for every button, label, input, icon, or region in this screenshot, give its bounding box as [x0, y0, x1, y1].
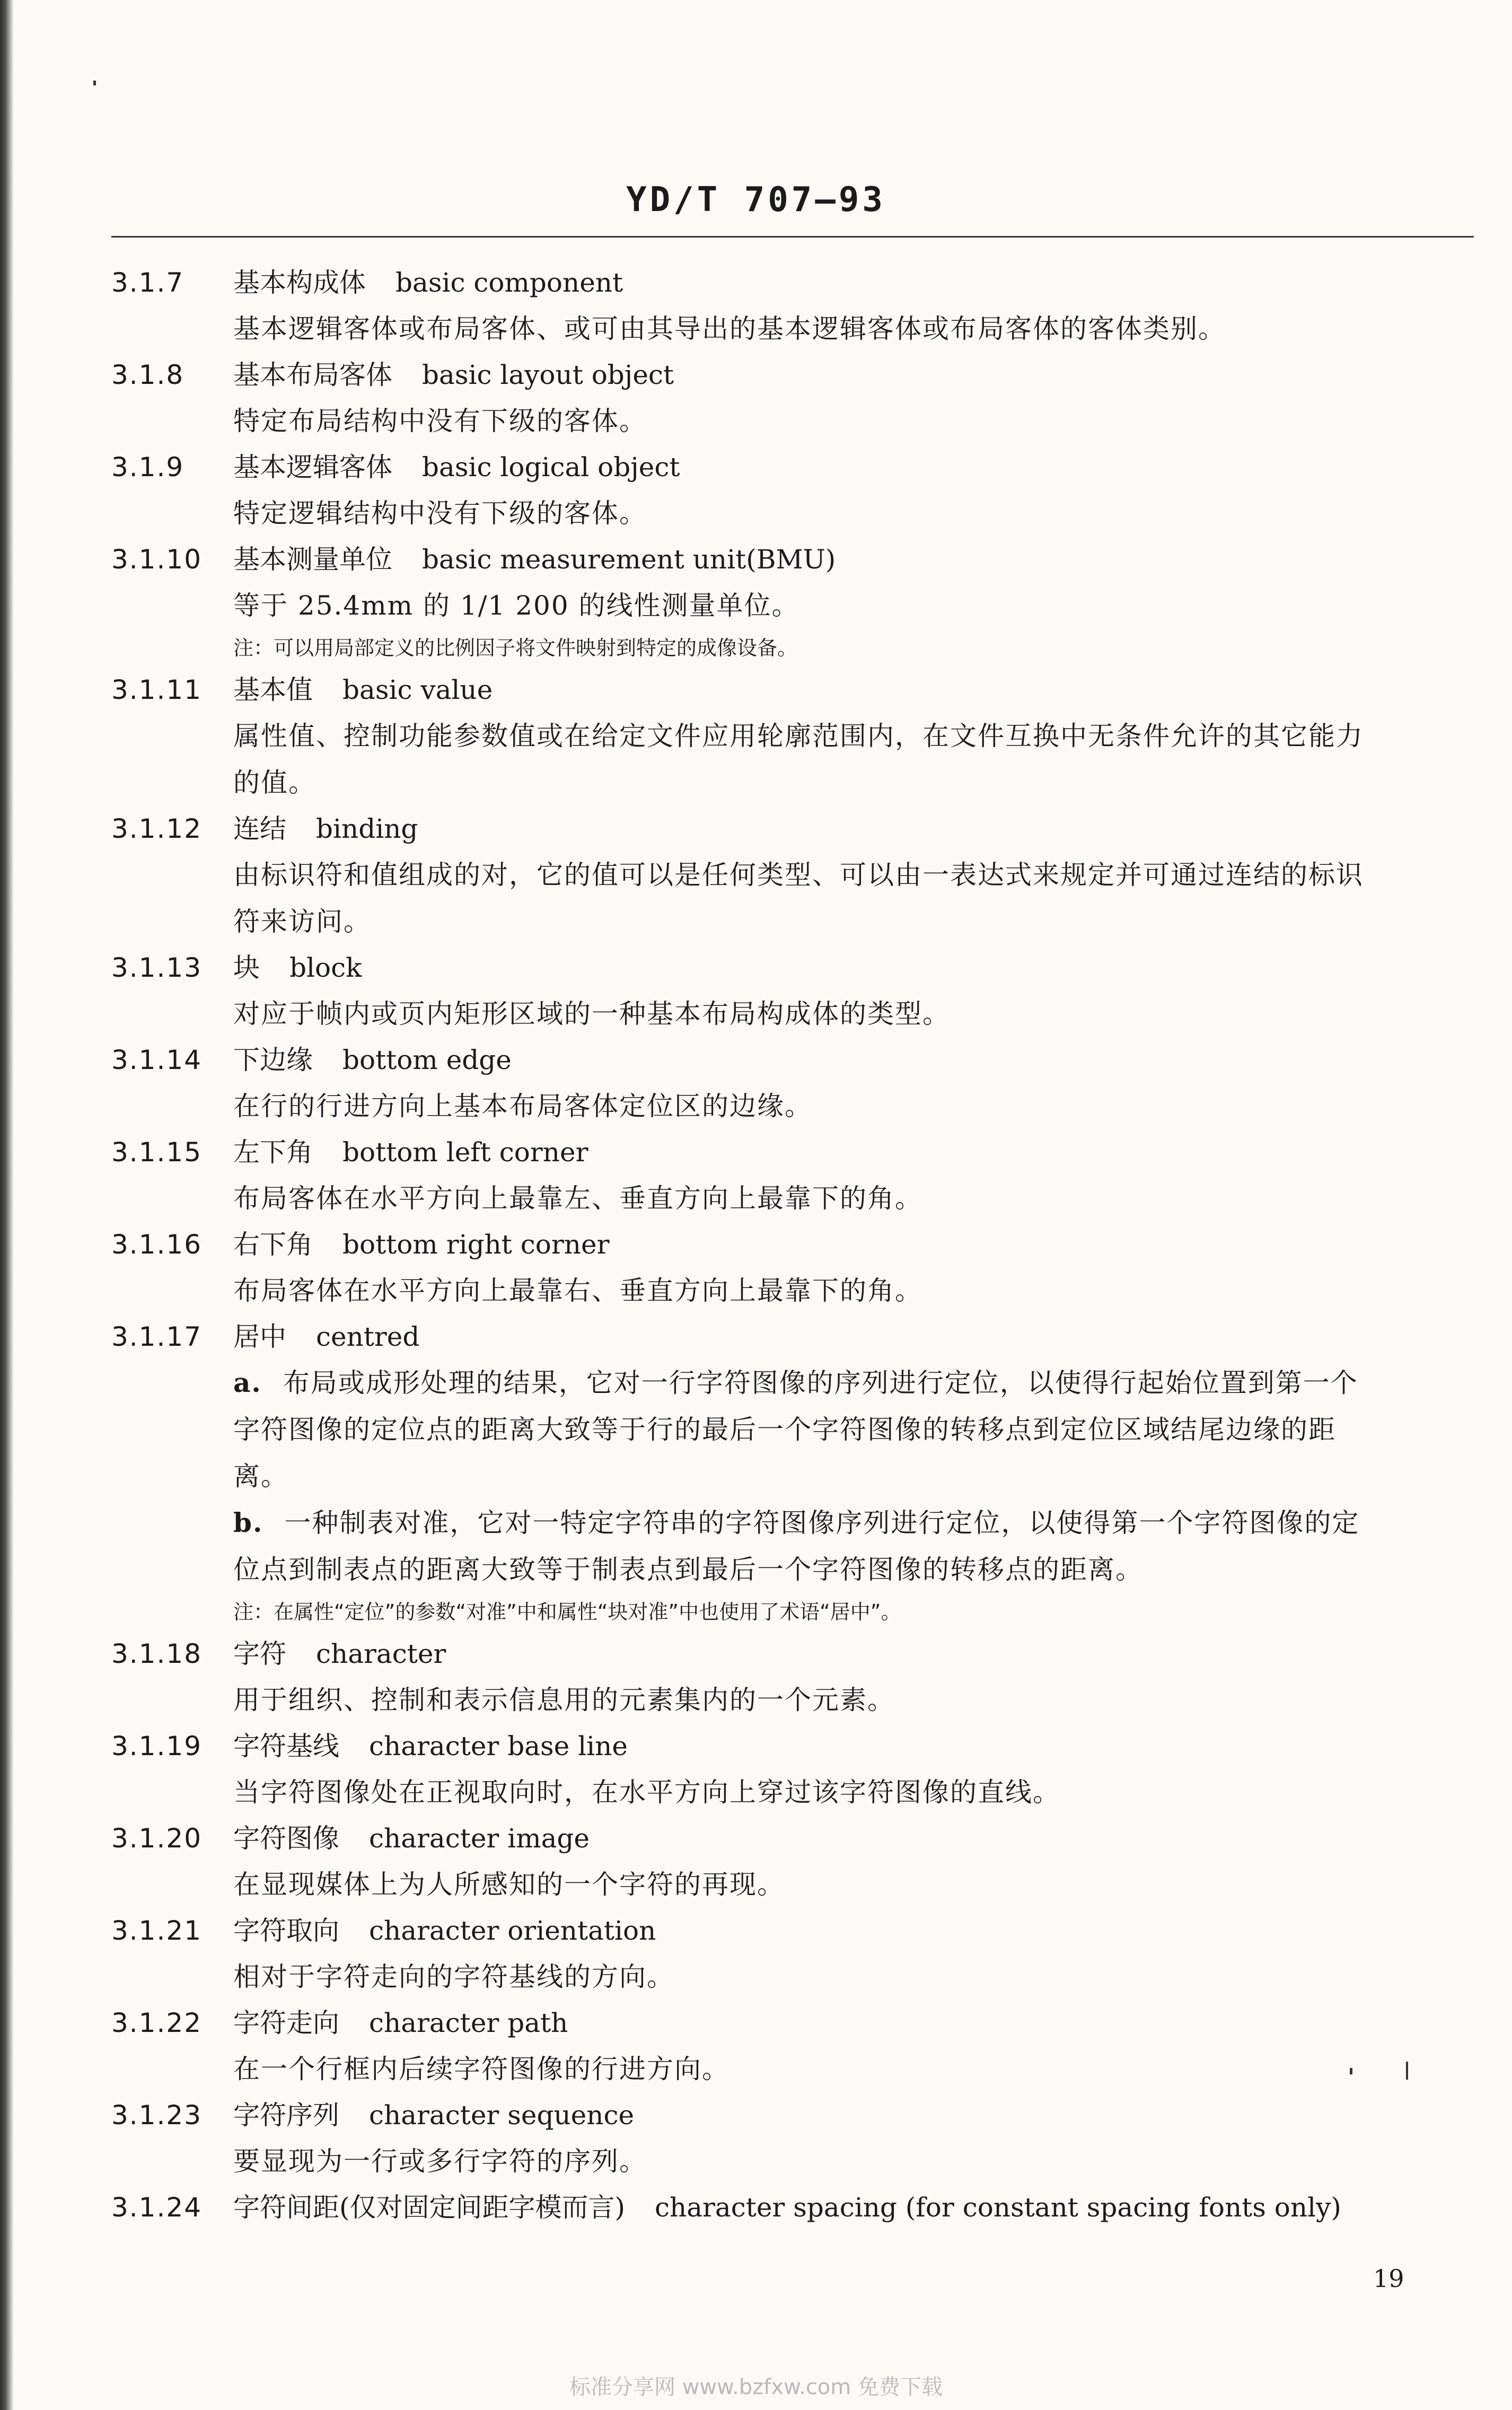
term-number: 3.1.18 — [111, 1638, 203, 1669]
term-line — [111, 1129, 1474, 1175]
term-line — [111, 1631, 1474, 1677]
term-line — [111, 667, 1474, 713]
term-definition: 基本逻辑客体或布局客体、或可由其导出的基本逻辑客体或布局客体的客体类别。 — [233, 313, 1226, 344]
term-english: basic layout object — [422, 360, 674, 390]
sub-item-text: 字符图像的定位点的距离大致等于行的最后一个字符图像的转移点到定位区域结尾边缘的距 — [233, 1414, 1336, 1445]
term-english: basic measurement unit(BMU) — [422, 544, 836, 575]
sub-item-line — [233, 1546, 1474, 1593]
term-english: centred — [316, 1321, 420, 1352]
term-english: binding — [316, 813, 418, 844]
term-definition: 属性值、控制功能参数值或在给定文件应用轮廓范围内，在文件互换中无条件允许的其它能力 — [233, 721, 1364, 751]
term-definition: 布局客体在水平方向上最靠左、垂直方向上最靠下的角。 — [233, 1183, 922, 1214]
term-entry — [111, 2185, 1474, 2230]
term-line — [111, 1314, 1474, 1360]
term-definition: 要显现为一行或多行字符的序列。 — [233, 2146, 647, 2177]
term-entry — [111, 1037, 1474, 1129]
term-entry — [111, 260, 1474, 352]
term-entry — [111, 1723, 1474, 1816]
sub-item-line — [233, 1406, 1474, 1453]
term-chinese: 基本值 — [233, 674, 313, 705]
term-list — [111, 260, 1474, 1314]
term-definition: 特定逻辑结构中没有下级的客体。 — [233, 498, 647, 529]
term-english: character orientation — [369, 1915, 656, 1946]
term-line — [111, 2092, 1474, 2138]
term-number: 3.1.12 — [111, 813, 203, 844]
term-entry — [111, 352, 1474, 444]
term-definition: 在显现媒体上为人所感知的一个字符的再现。 — [233, 1869, 785, 1900]
term-line — [111, 945, 1474, 991]
term-entry — [111, 806, 1474, 945]
term-definition: 用于组织、控制和表示信息用的元素集内的一个元素。 — [233, 1685, 895, 1715]
term-number: 3.1.10 — [111, 544, 203, 575]
scan-speck — [93, 81, 96, 85]
term-chinese: 字符图像 — [233, 1823, 339, 1854]
term-entry — [111, 444, 1474, 537]
term-line — [111, 444, 1474, 490]
term-chinese: 右下角 — [233, 1229, 313, 1260]
term-number: 3.1.23 — [111, 2100, 203, 2131]
term-chinese: 左下角 — [233, 1137, 313, 1168]
sub-item-line — [233, 1453, 1474, 1500]
term-entry — [111, 537, 1474, 667]
term-entry — [111, 1908, 1474, 2000]
term-chinese: 基本测量单位 — [233, 544, 392, 575]
term-number: 3.1.15 — [111, 1137, 203, 1168]
term-definition: 在行的行进方向上基本布局客体定位区的边缘。 — [233, 1091, 812, 1121]
term-english: basic value — [342, 674, 493, 705]
term-chinese: 连结 — [233, 813, 286, 844]
term-number: 3.1.14 — [111, 1045, 203, 1075]
term-definition: 由标识符和值组成的对，它的值可以是任何类型、可以由一表达式来规定并可通过连结的标识 — [233, 860, 1364, 890]
page-header: YD/T 707—93 — [626, 180, 886, 220]
term-entry — [111, 1631, 1474, 1723]
term-chinese: 字符基线 — [233, 1731, 339, 1762]
term-english: bottom edge — [342, 1045, 512, 1075]
term-english: character base line — [369, 1731, 628, 1762]
document-body — [111, 260, 1474, 2230]
term-number: 3.1.17 — [111, 1321, 203, 1352]
term-number: 3.1.13 — [111, 952, 203, 983]
term-line — [111, 2000, 1474, 2046]
sub-item-line — [233, 1500, 1474, 1546]
term-line — [111, 260, 1474, 305]
sub-item-text: 离。 — [233, 1461, 288, 1492]
term-english: character — [316, 1638, 446, 1669]
term-entry — [111, 2000, 1474, 2092]
sub-item-text: 布局或成形处理的结果，它对一行字符图像的序列进行定位，以使得行起始位置到第一个 — [283, 1368, 1358, 1398]
term-number: 3.1.9 — [111, 452, 184, 483]
term-list — [111, 1631, 1474, 2230]
term-chinese: 字符间距(仅对固定间距字模而言) — [233, 2192, 626, 2223]
term-definition: 在一个行框内后续字符图像的行进方向。 — [233, 2054, 729, 2084]
term-entry — [111, 1222, 1474, 1314]
term-english: bottom left corner — [342, 1137, 588, 1168]
term-definition: 的值。 — [233, 767, 316, 798]
term-line — [111, 806, 1474, 852]
term-definition: 特定布局结构中没有下级的客体。 — [233, 406, 647, 436]
term-chinese: 字符序列 — [233, 2100, 339, 2131]
page-number: 19 — [1373, 2264, 1404, 2293]
term-entry — [111, 667, 1474, 806]
term-definition: 等于 25.4mm 的 1/1 200 的线性测量单位。 — [233, 590, 799, 621]
term-definition: 对应于帧内或页内矩形区域的一种基本布局构成体的类型。 — [233, 998, 950, 1029]
term-definition: 符来访问。 — [233, 906, 371, 937]
term-number: 3.1.19 — [111, 1731, 203, 1762]
term-english: character path — [369, 2008, 568, 2038]
term-line — [111, 537, 1474, 582]
term-line — [111, 2185, 1474, 2230]
term-number: 3.1.7 — [111, 267, 184, 298]
term-entry-centred — [111, 1314, 1474, 1631]
watermark: 标准分享网 www.bzfxw.com 免费下载 — [569, 2375, 943, 2399]
term-number: 3.1.8 — [111, 360, 184, 390]
term-english: character spacing (for constant spacing fonts only) — [655, 2192, 1341, 2223]
header-rule — [111, 236, 1474, 238]
term-chinese: 字符走向 — [233, 2008, 339, 2038]
term-english: bottom right corner — [342, 1229, 610, 1260]
term-number: 3.1.24 — [111, 2192, 203, 2223]
term-line — [111, 1816, 1474, 1861]
term-number: 3.1.22 — [111, 2008, 203, 2038]
term-chinese: 基本构成体 — [233, 267, 366, 298]
term-chinese: 块 — [233, 952, 260, 983]
term-entry — [111, 1816, 1474, 1908]
sub-item-text: 位点到制表点的距离大致等于制表点到最后一个字符图像的转移点的距离。 — [233, 1554, 1143, 1585]
term-line — [111, 1723, 1474, 1769]
term-line — [111, 1037, 1474, 1083]
term-definition: 布局客体在水平方向上最靠右、垂直方向上最靠下的角。 — [233, 1275, 922, 1306]
term-chinese: 基本布局客体 — [233, 360, 392, 390]
term-line — [111, 1908, 1474, 1953]
term-line — [111, 1222, 1474, 1267]
term-english: character sequence — [369, 2100, 635, 2131]
term-chinese: 字符取向 — [233, 1915, 339, 1946]
sub-item-marker: a. — [233, 1367, 262, 1398]
term-number: 3.1.11 — [111, 674, 203, 705]
sub-item-marker: b. — [233, 1507, 263, 1538]
term-english: character image — [369, 1823, 590, 1854]
term-chinese: 基本逻辑客体 — [233, 452, 392, 483]
term-number: 3.1.16 — [111, 1229, 203, 1260]
term-english: basic logical object — [422, 452, 680, 483]
term-english: basic component — [395, 267, 623, 298]
term-definition: 相对于字符走向的字符基线的方向。 — [233, 1961, 674, 1992]
term-english: block — [289, 952, 362, 983]
term-number: 3.1.20 — [111, 1823, 203, 1854]
term-note: 注：在属性“定位”的参数“对准”中和属性“块对准”中也使用了术语“居中”。 — [233, 1600, 901, 1624]
term-entry — [111, 945, 1474, 1037]
scan-binding-edge — [0, 0, 14, 2410]
term-entry — [111, 1129, 1474, 1222]
term-chinese: 居中 — [233, 1321, 286, 1352]
term-definition: 当字符图像处在正视取向时，在水平方向上穿过该字符图像的直线。 — [233, 1777, 1060, 1808]
sub-item-text: 一种制表对准，它对一特定字符串的字符图像序列进行定位，以使得第一个字符图像的定 — [284, 1508, 1360, 1538]
sub-item-line — [233, 1360, 1474, 1406]
term-chinese: 下边缘 — [233, 1045, 313, 1075]
term-number: 3.1.21 — [111, 1915, 203, 1946]
term-entry — [111, 2092, 1474, 2185]
term-note: 注：可以用局部定义的比例因子将文件映射到特定的成像设备。 — [233, 636, 798, 660]
term-line — [111, 352, 1474, 398]
term-chinese: 字符 — [233, 1638, 286, 1669]
